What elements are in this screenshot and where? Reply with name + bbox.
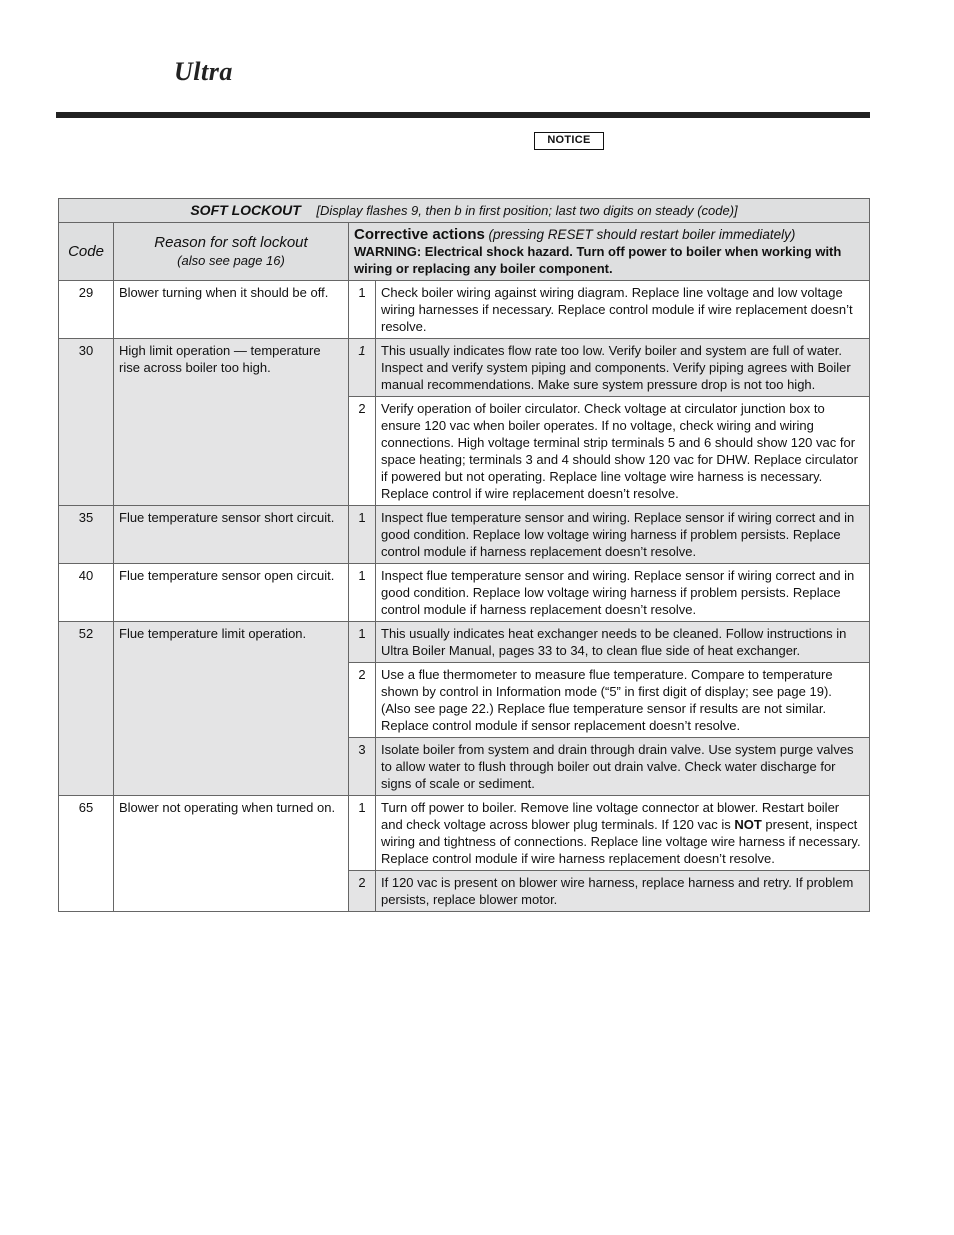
row-code: 35: [59, 506, 114, 564]
action-number: 1: [349, 564, 376, 622]
action-number: 1: [349, 339, 376, 397]
header-rule: [56, 112, 870, 118]
col-actions-subtitle: (pressing RESET should restart boiler immediately): [488, 227, 796, 242]
action-text-part: present, inspect wiring and tightness of connections. Replace line voltage wire harness if necessary. Replace control module if wire harness replacement doesn’t resolve.: [381, 817, 861, 866]
col-actions-header: [349, 223, 870, 281]
action-text: If 120 vac is present on blower wire harness, replace harness and retry. If problem persists, replace blower motor.: [376, 871, 870, 912]
col-reason-header: [114, 223, 349, 281]
action-text: Verify operation of boiler circulator. Check voltage at circulator junction box to ensure 120 vac when boiler operates. If no voltage, check wiring and wiring connections. High voltage terminal strip terminals 5 and 6 should show 120 vac for space heating; terminals 3 and 4 should show 120 vac for DHW. Replace circulator if powered but not operating. Replace line voltage wire harness is necessary. Replace control if wire replacement doesn’t resolve.: [376, 397, 870, 506]
action-number: 2: [349, 397, 376, 506]
col-reason-subtitle: (also see page 16): [177, 253, 285, 268]
row-reason: Flue temperature limit operation.: [114, 622, 349, 796]
row-reason: High limit operation — temperature rise across boiler too high.: [114, 339, 349, 506]
action-number: 2: [349, 871, 376, 912]
row-code: 29: [59, 281, 114, 339]
row-reason: Flue temperature sensor short circuit.: [114, 506, 349, 564]
table-row: [59, 564, 870, 622]
action-text: [376, 796, 870, 871]
table-row: [59, 339, 870, 397]
col-code-header: Code: [59, 223, 114, 281]
action-text: Isolate boiler from system and drain through drain valve. Use system purge valves to allow water to flush through boiler out drain valve. Check water discharge for signs of scale or sediment.: [376, 738, 870, 796]
notice-label: NOTICE: [534, 132, 604, 150]
action-number: 1: [349, 622, 376, 663]
table-row: [59, 506, 870, 564]
soft-lockout-table: [58, 198, 870, 912]
action-number: 1: [349, 506, 376, 564]
table-title-row: [59, 199, 870, 223]
action-text: Check boiler wiring against wiring diagram. Replace line voltage and low voltage wiring harnesses if necessary. Replace control module if wire replacement doesn’t resolve.: [376, 281, 870, 339]
col-reason-title: Reason for soft lockout: [154, 234, 308, 251]
warning-text: Electrical shock hazard. Turn off power to boiler when working with wiring or replacing any boiler component.: [354, 244, 842, 276]
warning-label: WARNING:: [354, 244, 422, 259]
row-reason: Blower turning when it should be off.: [114, 281, 349, 339]
table-row: [59, 796, 870, 871]
action-text-part: Turn off power to boiler. Remove line voltage connector at blower. Restart boiler and check voltage across blower plug terminals. If 120 vac is: [381, 800, 840, 832]
table-row: [59, 622, 870, 663]
action-text: Use a flue thermometer to measure flue temperature. Compare to temperature shown by control in Information mode (“5” in first digit of display; see page 19). (Also see page 22.) Replace flue temperature sensor if results are not similar. Replace control module if sensor replacement doesn’t resolve.: [376, 663, 870, 738]
table-title: SOFT LOCKOUT: [190, 202, 301, 218]
action-text: Inspect flue temperature sensor and wiring. Replace sensor if wiring correct and in good condition. Replace low voltage wiring harness if problem persists. Replace control module if harness replacement doesn’t resolve.: [376, 564, 870, 622]
action-text: Inspect flue temperature sensor and wiring. Replace sensor if wiring correct and in good condition. Replace low voltage wiring harness if problem persists. Replace control module if harness replacement doesn’t resolve.: [376, 506, 870, 564]
action-number: 2: [349, 663, 376, 738]
action-number: 3: [349, 738, 376, 796]
action-number: 1: [349, 281, 376, 339]
brand-logo: Ultra: [174, 57, 233, 86]
col-actions-title: Corrective actions: [354, 226, 485, 243]
table-subtitle: [Display flashes 9, then b in first position; last two digits on steady (code)]: [316, 203, 738, 218]
action-text: This usually indicates flow rate too low. Verify boiler and system are full of water. Inspect and verify system piping and components. Verify piping agrees with Boiler manual recommendations. Make sure system pressure drop is not too high.: [376, 339, 870, 397]
action-text: This usually indicates heat exchanger needs to be cleaned. Follow instructions in Ultra Boiler Manual, pages 33 to 34, to clean flue side of heat exchanger.: [376, 622, 870, 663]
action-number: 1: [349, 796, 376, 871]
table-header-row: [59, 223, 870, 281]
row-code: 30: [59, 339, 114, 506]
row-reason: Blower not operating when turned on.: [114, 796, 349, 912]
action-text-bold: NOT: [734, 817, 762, 832]
table-row: [59, 281, 870, 339]
row-reason: Flue temperature sensor open circuit.: [114, 564, 349, 622]
row-code: 40: [59, 564, 114, 622]
row-code: 52: [59, 622, 114, 796]
row-code: 65: [59, 796, 114, 912]
